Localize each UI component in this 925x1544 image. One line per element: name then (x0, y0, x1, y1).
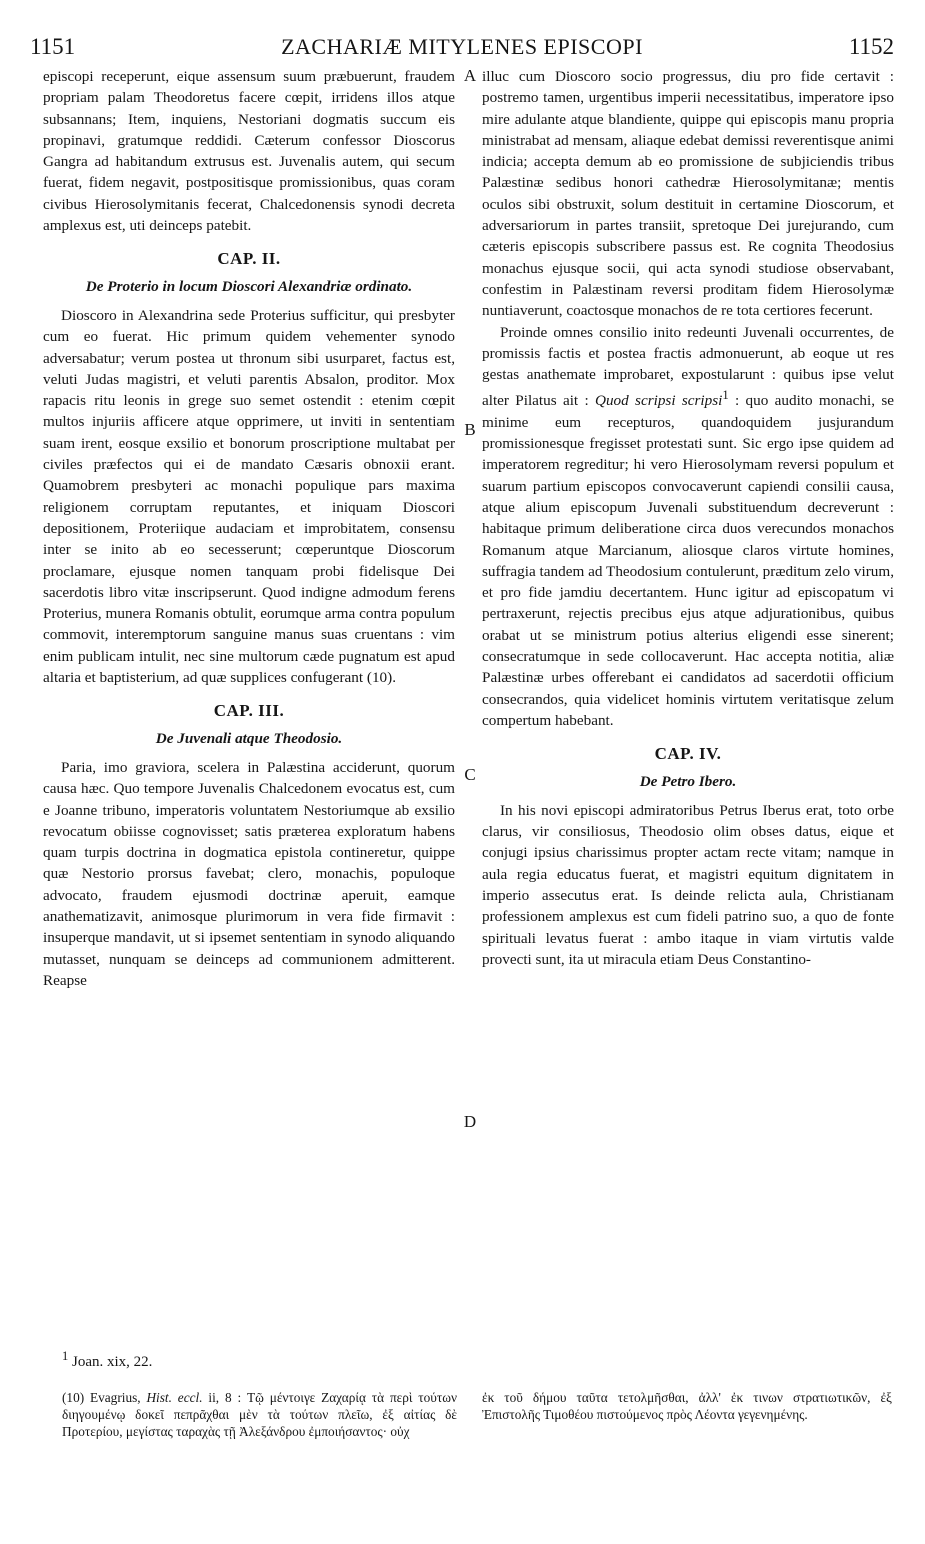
running-title: ZACHARIÆ MITYLENES EPISCOPI (281, 34, 643, 59)
pilate-quote: Quod scripsi scripsi (594, 392, 723, 410)
chapter-3-title: De Juvenali atque Theodosio. (155, 729, 343, 747)
left-paragraph-1: episcopi receperunt, eique assensum suum præbuerunt, fraudem propriam palam Theodoretus facere cœpit, irridens illos atque subsannans; Item, inquiens, Nestoriani dogmatis succum eis propinavi, gratumque reddidi. Cæterum confessor Dioscorus Gangra ad habitandum extrusus est. Juvenalis autem, qui secum fuerat, fidem negavit, postpositisque promissionibus, quas coram civibus Hierosolymitanis fecerat, Chalcedonensis synodi decreta amplexus est, uti deinceps patebit. (43, 68, 455, 235)
footnote-10-lead: (10) Evagrius, (62, 1390, 147, 1405)
right-column (482, 66, 894, 970)
page-number-right: 1152 (848, 34, 894, 59)
footnote-10-ref: Hist. eccl. (146, 1390, 203, 1405)
chapter-2-title: De Proterio in locum Dioscori Alexandriæ ordinato. (85, 277, 413, 295)
right-paragraph-2-part-b: : quo audito monachi, se minime eum recepturos, quandoquidem jusjurandum promissionesque fregisset protestati sunt. Sic ergo ipse quidem ad imperatorem regreditur; hi vero Hierosolymam reversi populum et suarum partium episcopos convocaverunt capiendi consilii causa, atque alium episcopum Juvenali substituendum decreverunt : habitaque primum deliberatione circa duos verecundos monachos Romanum atque Marcianum, aliosque claros virtute homines, suffragia tandem ad Theodosium contulerunt, præditum zelo virum, et pro fide jamdiu decertantem. Hunc igitur ad episcopatum vi pertraxerunt, rejectis precibus ejus atque adjurationibus, quibus orabat ut se ministrum potius alterius eligendi esse sinerent; consecratumque in sede collocaverunt. Hac accepta notitia, aliæ Palæstinæ urbes offerebant ei candidatos ad sacerdotii officium consecrandos, quia videlicet hominis virtutem veritatisque zelum compertum habebant. (482, 392, 894, 729)
margin-letter-d: D (463, 1112, 477, 1131)
footnote-10-continuation: ἐκ τοῦ δήμου ταῦτα τετολμῆσθαι, ἀλλ' ἐκ τινων στρατιωτικῶν, ἐξ Ἐπιστολῆς Τιμοθέου πιστούμενος πρὸς Λέοντα γεγενημένης. (482, 1390, 892, 1422)
footnote-1 (62, 1349, 152, 1371)
margin-letter-b: B (464, 420, 476, 439)
footnote-1-text: Joan. xix, 22. (72, 1354, 153, 1370)
footnote-10-text: ii, 8 : Τῷ μέντοιγε Ζαχαρίᾳ τὰ περὶ τούτων διηγουμένῳ δοκεῖ πεπρᾶχθαι μὲν τὰ τούτων πλεῖω, ἐξ αἰτίας δὲ Προτερίου, μεγίστας ταραχὰς τῇ Ἀλεξάνδρου ἐμποιήσαντος· οὐχ (62, 1390, 457, 1439)
chapter-4-heading: CAP. IV. (654, 744, 722, 764)
margin-letter-c: C (464, 765, 476, 784)
right-paragraph-3: In his novi episcopi admiratoribus Petrus Iberus erat, toto orbe clarus, vir consiliosus, Theodosio olim obses datus, eique et conjugi ipsius charissimus propter actam recte vitam; namque in aula regia educatus fuerat, et magistri equitum dignitatem in imperio assecutus erat. Is deinde relicta aula, Christianam professionem amplexus est cum fideli patrino suo, a quo de fonte spirituali levatus fuerat : ambo itaque in viam virtutis valde provecti sunt, ita ut miracula etiam Deus Constantino- (482, 801, 894, 968)
left-paragraph-3: Paria, imo graviora, scelera in Palæstina acciderunt, quorum causa hæc. Quo tempore Juvenalis Chalcedonem evocatus est, cum e Joanne tribuno, imperatoris voluntatem Nestoriumque ab exsilio revocatum obiisse cognovisset; satis præterea exploratum habens quam turpis doctrina in dogmatica epistola contineretur, quippe quæ Nestorio prorsus favebat; clero, monachis, populoque advocato, fraudem ejusmodi doctrinæ aperuit, eamque anathematizavit, animosque plurimorum in vera fide firmavit : insuperque mandavit, ut si ipsemet sententiam in synodo aliquando mutasset, nunquam se deinceps ad communionem admitterent. Reapse (43, 758, 455, 989)
right-paragraph-2 (482, 322, 894, 732)
footnote-1-mark: 1 (62, 1349, 69, 1363)
left-column (43, 66, 455, 991)
footnote-ref-1: 1 (722, 388, 729, 403)
page-number-left: 1151 (30, 34, 76, 59)
left-paragraph-2: Dioscoro in Alexandrina sede Proterius sufficitur, qui presbyter cum eo fuerat. Hic primum quidem vehementer synodo adversabatur; verum postea ut thronum sibi usurparet, factus est, veluti Judas magistri, et veluti parentis Absalon, proditor. Mox rapacis ritu leonis in grege suo semet ostendit : etenim cœpit multos injuriis afficere atque opprimere, ut inviti in sententiam suam irent, eosque exsilio et bonorum proscriptione multabat per civiles præfectos qui ei de mandato Cæsaris obnoxii erant. Quamobrem presbyteri ac monachi populique pars maxima religionem corruptam reputantes, et iniquam Dioscori depositionem, Proteriique audaciam et improbitatem, consensu inter se inito ab eo secesserunt; cœperuntque Dioscorum proclamare, ejusque nomen tanquam probi fidelisque Dei sacerdotis libro vitæ inscripserunt. Quod indigne admodum ferens Proterius, munera Romanis obtulit, eorumque arma contra populum commovit, interemptorum sanguine manus suas cruentans : vim enim publicam intulit, nec sine multorum cæde pugnatum est apud altaria et baptisterium, ad quæ supplices confugerant (10). (43, 306, 455, 687)
chapter-3-heading: CAP. III. (213, 701, 285, 721)
chapter-2-heading: CAP. II. (217, 249, 281, 269)
footnote-10 (62, 1389, 457, 1440)
right-paragraph-1: illuc cum Dioscoro socio progressus, diu pro fide certavit : postremo tamen, urgentibus imperii necessitatibus, imperatore ipso mire adulante atque blandiente, quippe qui episcopis manu propria ministrabat ad mensam, aliaque edebat demissi reverentisque animi indicia; accepta demum ab eo promissione de subjiciendis tribus Palæstinæ sedibus honori cathedræ Hierosolymitanæ; mentis oculos sibi obstruxit, solum destituit in certamine Dioscorum, et adversariorum in partes transiit, spretoque Dei jurejurando, cum cæteris episcopis subscribere passus est. Re cognita Theodosius monachus ejusque socii, qui acta synodi studiose observabant, confestim in Palæstinam reversi proditam fidem Hierosolymæ nuntiaverunt, coactosque monachos de re tota certiores fecerunt. (482, 68, 894, 320)
running-header (30, 34, 894, 64)
chapter-4-title: De Petro Ibero. (639, 772, 737, 790)
right-paragraph-2-part-a: Proinde omnes consilio inito redeunti Juvenali occurrentes, de promissis factis et postea fractis admonuerunt, ab eoque ut res gestas anathemate improbaret, expostularunt : quibus ipse velut alter Pilatus ait : (482, 323, 894, 410)
margin-letter-a: A (463, 66, 477, 85)
